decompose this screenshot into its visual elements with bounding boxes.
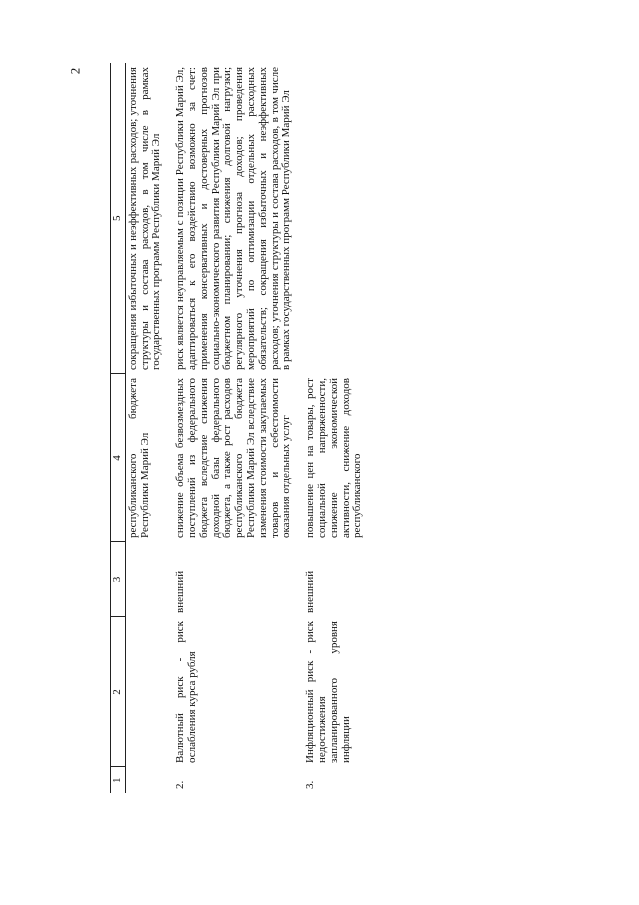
table-row <box>173 63 295 793</box>
risk-type: внешний <box>174 570 187 613</box>
table-row <box>303 63 366 793</box>
header-col-1: 1 <box>111 767 126 793</box>
header-col-2: 2 <box>111 617 126 767</box>
risk-name <box>125 617 165 767</box>
header-col-3: 3 <box>111 542 126 617</box>
rotated-table-block <box>110 63 408 793</box>
risk-cause: республиканского бюджета Республики Марий Эл <box>126 378 151 538</box>
table-row <box>125 63 165 793</box>
risk-measures: сокращения избыточных и неэффективных расходов; уточнения структуры и состава расходов, в том числе в рамках государственных программ Республики Марий Эл <box>126 67 163 370</box>
risk-type <box>125 542 165 617</box>
row-number: 3. <box>304 780 317 789</box>
risk-name: Инфляционный риск - риск недостижения запланированного уровня инфляции <box>304 621 352 763</box>
row-number: 2. <box>174 780 187 789</box>
risk-name: Валютный риск - риск ослабления курса рубля <box>174 621 198 763</box>
risk-measures <box>303 63 366 374</box>
risk-measures: риск является неуправляемым с позиции Республики Марий Эл, адаптироваться к его воздействию возможно за счет: применения консервативных и достоверных прогнозов социально-экономического развития Республики Марий Эл при бюджетном планировании; снижения долговой нагрузки; регулярного уточнения прогноза доходов; проведения мероприятий по оптимизации отдельных расходных обязательств; сокращения избыточных и неэффективных расходов; уточнения структуры и состава расходов, в том числе в рамках государственных программ Республики Марий Эл <box>174 67 293 370</box>
risk-table <box>110 63 366 793</box>
risk-type: внешний <box>304 570 317 613</box>
page-number: 2 <box>67 67 83 75</box>
table-header-row <box>111 63 126 793</box>
risk-cause: повышение цен на товары, рост социальной напряженности, снижение экономической активности, снижение доходов республиканского <box>304 378 364 538</box>
header-col-4: 4 <box>111 374 126 542</box>
row-number <box>125 767 165 793</box>
header-col-5: 5 <box>111 63 126 374</box>
risk-cause: снижение объема безвозмездных поступлений из федерального бюджета вследствие снижения доходной базы федерального бюджета, а также рост расходов республиканского бюджета Республики Марий Эл вследствие изменения стоимости закупаемых товаров и себестоимости оказания отдельных услуг <box>174 378 293 538</box>
